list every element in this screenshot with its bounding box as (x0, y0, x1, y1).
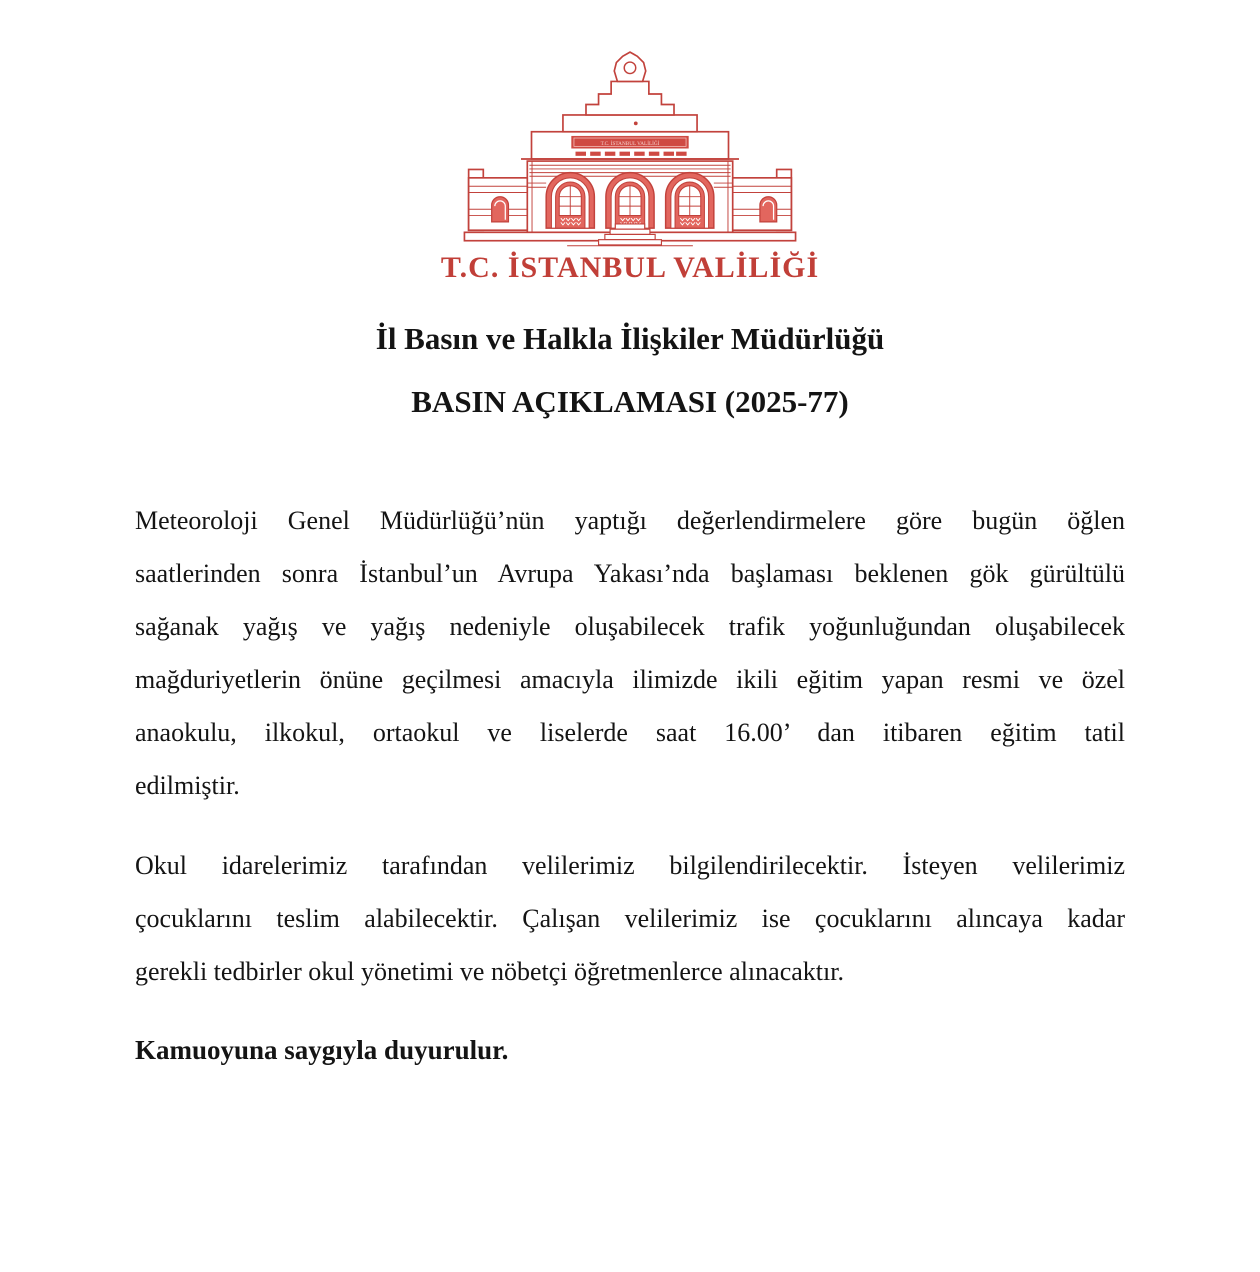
text-line: Meteoroloji Genel Müdürlüğü’nün yaptığı değerlendirmelere göre bugün öğlen (135, 506, 1125, 535)
text-line: mağduriyetlerin önüne geçilmesi amacıyla ilimizde ikili eğitim yapan resmi ve özel (135, 665, 1125, 694)
entablature (521, 132, 739, 159)
text-line: Okul idarelerimiz tarafından velilerimiz bilgilendirilecektir. İsteyen velilerimiz (135, 851, 1125, 880)
closing-statement: Kamuoyuna saygıyla duyurulur. (135, 1035, 509, 1065)
stepped-pediment (586, 81, 674, 115)
press-release-document (0, 50, 1260, 1077)
logo-container (0, 50, 1260, 247)
banner-text: T.C. İSTANBUL VALİLİĞİ (600, 140, 660, 147)
document-body (135, 494, 1125, 1077)
text-line: anaokulu, ilkokul, ortaokul ve liselerde saat 16.00’ dan itibaren eğitim tatil (135, 718, 1125, 747)
text-line: sağanak yağış ve yağış nedeniyle oluşabilecek trafik yoğunluğundan oluşabilecek (135, 612, 1125, 641)
crescent-star-icon (563, 115, 697, 132)
crown-ornament-icon (614, 52, 645, 81)
press-release-title: BASIN AÇIKLAMASI (2025-77) (411, 384, 849, 419)
body-paragraph-1 (135, 494, 1125, 812)
text-line: gerekli tedbirler okul yönetimi ve nöbetçi öğretmenlerce alınacaktır. (135, 957, 844, 986)
text-line: saatlerinden sonra İstanbul’un Avrupa Yakası’nda başlaması beklenen gök gürültülü (135, 559, 1125, 588)
text-line: edilmiştir. (135, 771, 240, 800)
istanbul-governorship-emblem-icon (462, 50, 798, 247)
body-paragraph-2 (135, 839, 1125, 998)
department-title: İl Basın ve Halkla İlişkiler Müdürlüğü (375, 321, 885, 356)
arched-windows (546, 173, 714, 229)
logo-caption: T.C. İSTANBUL VALİLİĞİ (440, 251, 820, 284)
text-line: çocuklarını teslim alabilecektir. Çalışan velilerimiz ise çocuklarını alıncaya kadar (135, 904, 1125, 933)
